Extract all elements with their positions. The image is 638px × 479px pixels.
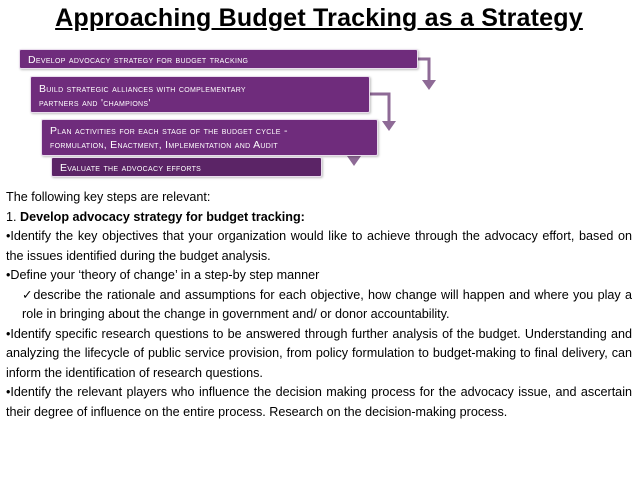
- bullet-text: Identify specific research questions to be answered through further analysis of the budget. Understanding and analyzing the lifecycle of public service provision, from policy formulation to budget-making to final delivery, can inform the identification of research questions.: [6, 326, 632, 380]
- arrow-1-2: [418, 59, 429, 82]
- step-evaluate: [51, 157, 322, 177]
- sub-bullet-text: describe the rationale and assumptions for each objective, how change will happen and where you play a role in bringing about the change in government and/ or donor accountability.: [22, 287, 632, 321]
- step-develop-strategy: [19, 49, 418, 69]
- arrow-1-2-head: [422, 80, 436, 90]
- step-build-alliances: [30, 76, 370, 113]
- bullet-identify-objectives: [6, 227, 632, 266]
- check-icon: ✓: [22, 287, 34, 302]
- bullet-relevant-players: [6, 383, 632, 422]
- bullet-marker: •: [6, 229, 11, 243]
- arrow-2-3-head: [382, 121, 396, 131]
- step-plan-activities: [41, 119, 378, 156]
- bullet-text: Define your ‘theory of change’ in a step-by step manner: [10, 268, 320, 282]
- bullet-text: Identify the relevant players who influence the decision making process for the advocacy issue, and ascertain their degree of influence on the entire process. Research on the decision-making process.: [6, 385, 632, 419]
- bullet-marker: •: [6, 326, 11, 341]
- slide-title: Approaching Budget Tracking as a Strategy: [55, 4, 583, 32]
- slide-body: [6, 188, 632, 422]
- step-label-line-2: partners and 'champions': [39, 97, 151, 109]
- bullet-marker: •: [6, 268, 11, 282]
- process-diagram: [0, 0, 638, 185]
- bullet-marker: •: [6, 385, 11, 399]
- bullet-research-questions: [6, 325, 632, 384]
- section-heading: [6, 208, 632, 228]
- heading-text: Develop advocacy strategy for budget tracking:: [20, 209, 305, 224]
- step-label-line-2: formulation, Enactment, Implementation and Audit: [50, 139, 278, 151]
- heading-number: 1.: [6, 209, 21, 224]
- sub-bullet-rationale: [22, 286, 632, 325]
- step-label-line-1: Plan activities for each stage of the budget cycle -: [50, 125, 288, 137]
- bullet-theory-of-change: [6, 266, 632, 286]
- arrow-3-4-head: [347, 156, 361, 166]
- step-label: Evaluate the advocacy efforts: [60, 162, 202, 174]
- step-label: Develop advocacy strategy for budget tracking: [28, 54, 249, 66]
- intro-text: The following key steps are relevant:: [6, 190, 211, 204]
- bullet-text: Identify the key objectives that your organization would like to achieve through the advocacy effort, based on the issues identified during the budget analysis.: [6, 229, 632, 263]
- step-label-line-1: Build strategic alliances with complementary: [39, 83, 246, 95]
